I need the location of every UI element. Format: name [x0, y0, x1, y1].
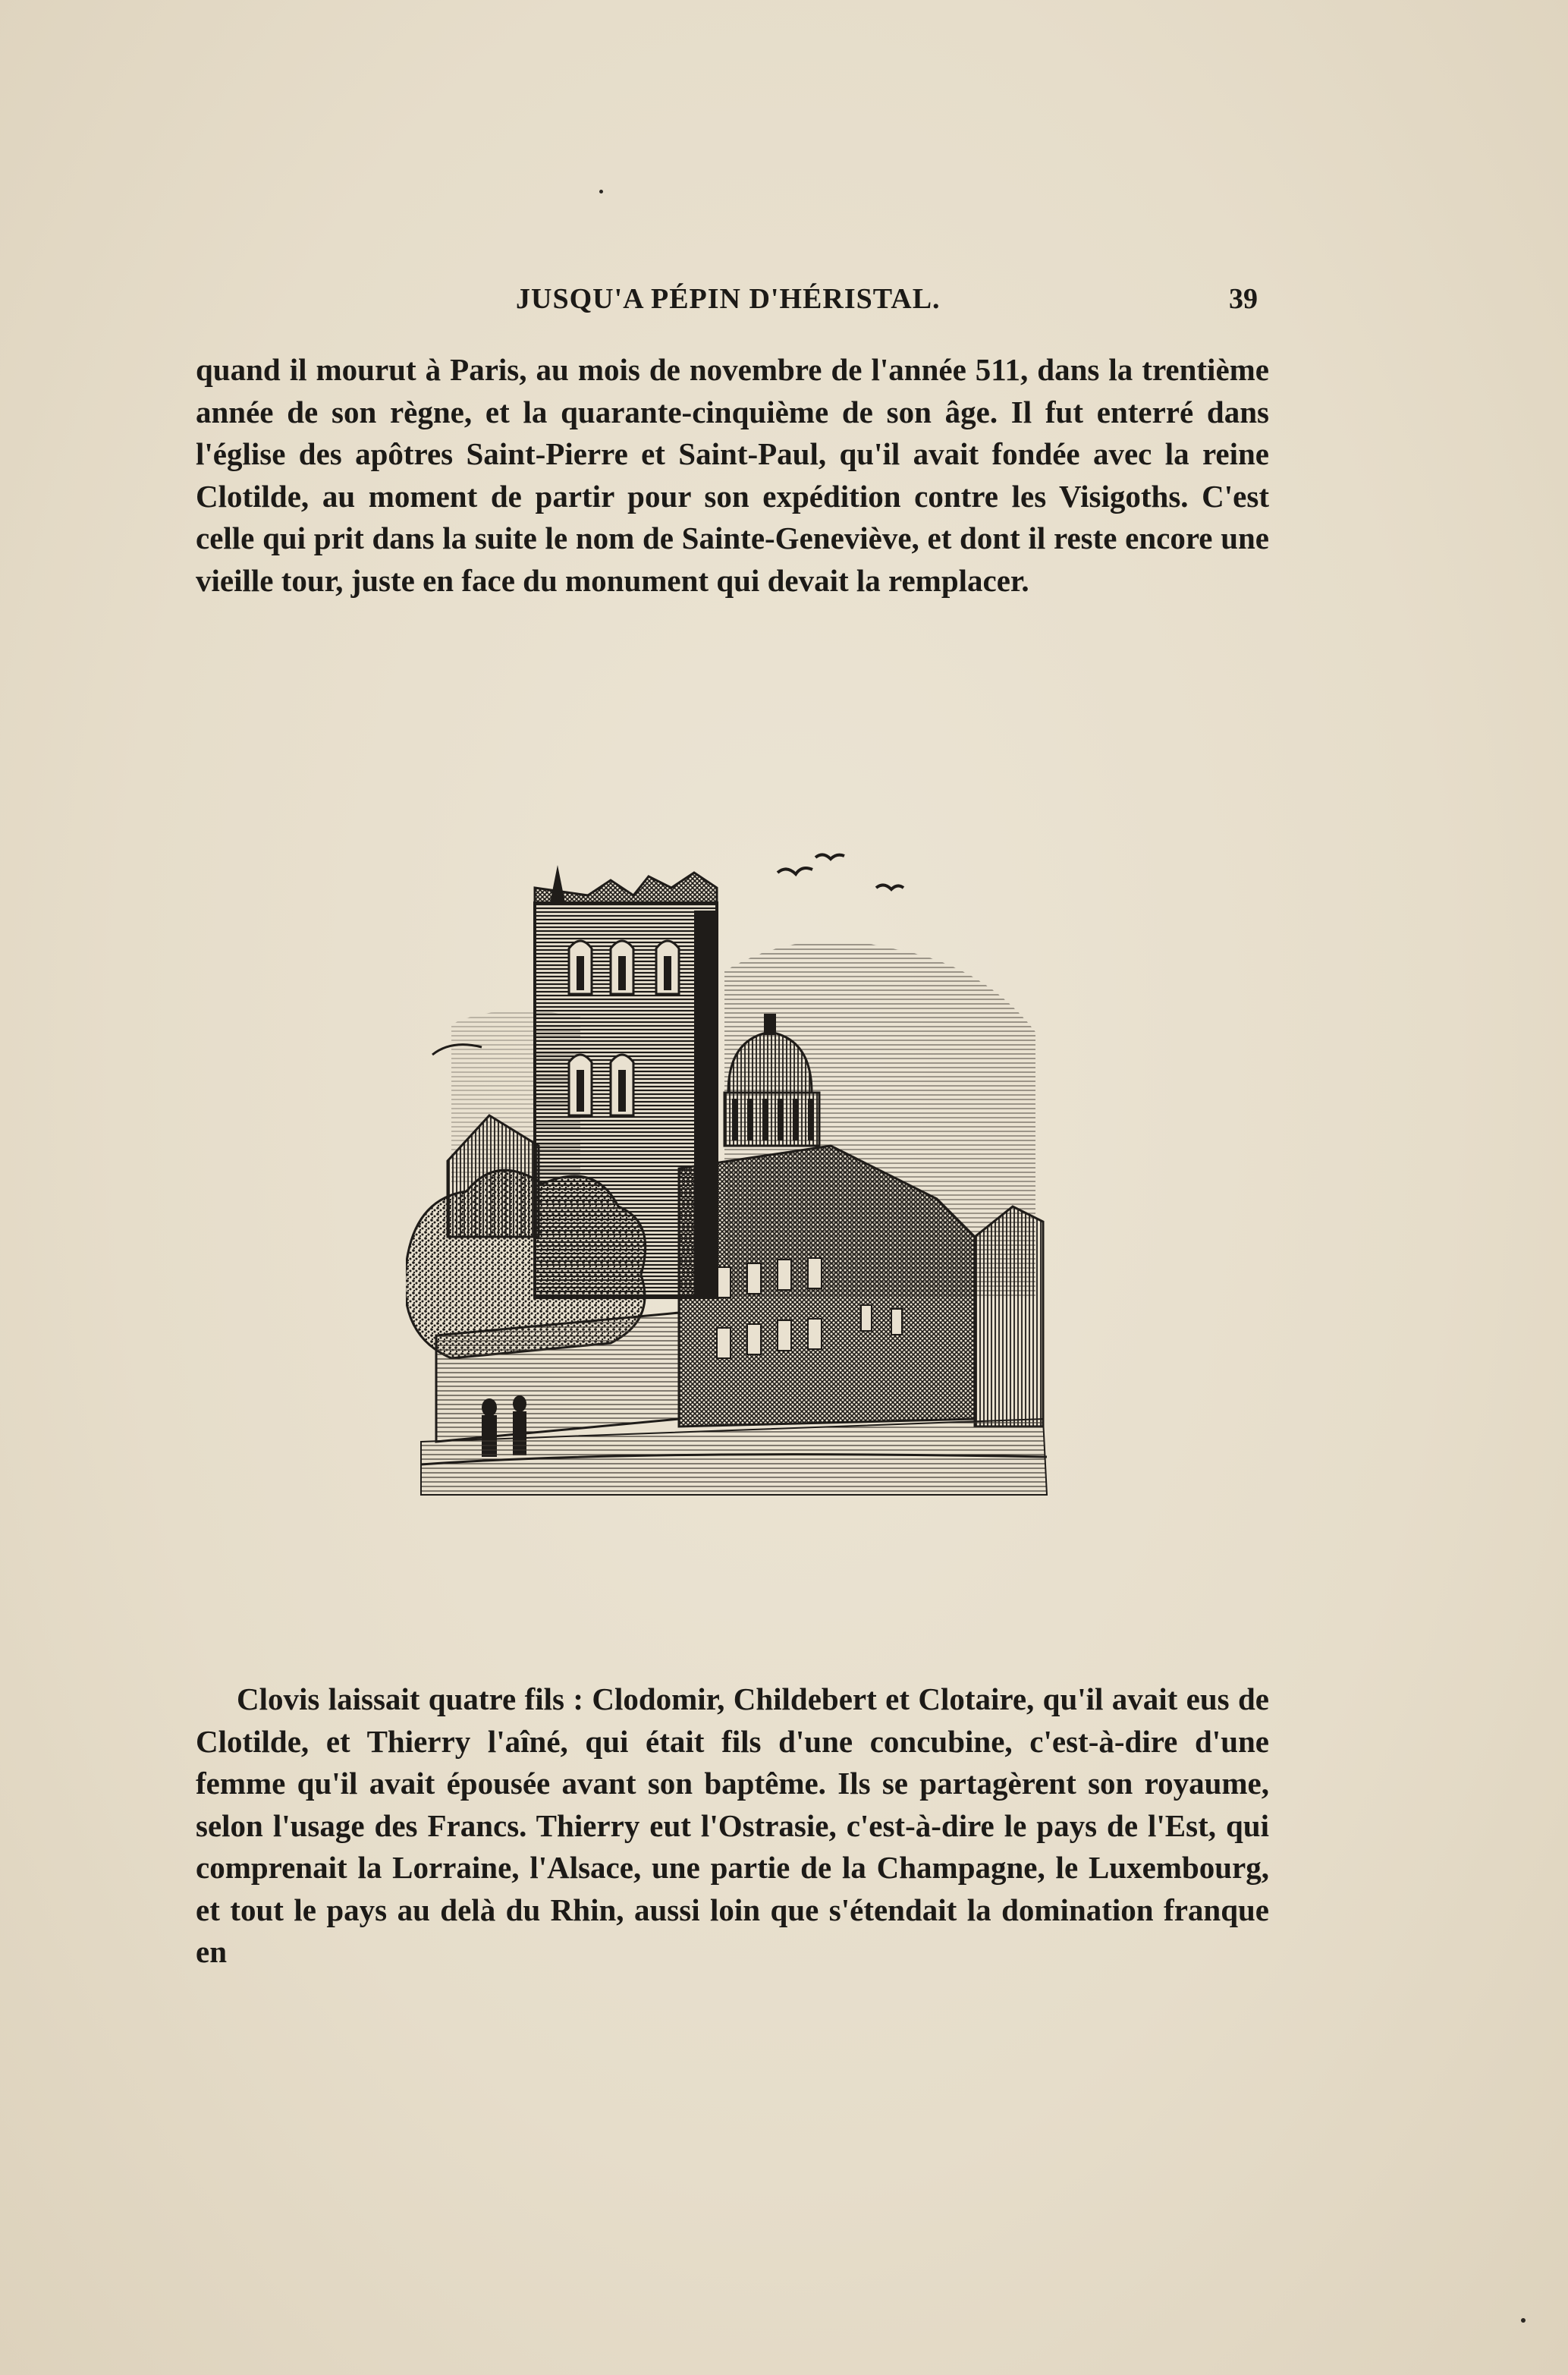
street-wall	[436, 1313, 679, 1442]
ink-speck	[1521, 2318, 1526, 2323]
birds	[778, 854, 903, 889]
engraving-tower-illustration	[406, 842, 1051, 1502]
ink-speck	[599, 190, 603, 193]
paragraph-top: quand il mourut à Paris, au mois de novembre de l'année 511, dans la trentième année de son règne, et la quarante-cinquième de son âge. Il fut enterré dans l'église des apôtres Saint-Pierre et Saint-Paul, qu'il avait fondée avec la reine Clotilde, au moment de partir pour son expédition contre les Visigoths. C'est celle qui prit dans la suite le nom de Sainte-Geneviève, et dont il reste encore une vieille tour, juste en face du monument qui devait la remplacer.	[196, 352, 1269, 598]
page-number: 39	[1229, 283, 1258, 315]
running-head-title: JUSQU'A PÉPIN D'HÉRISTAL.	[516, 283, 941, 315]
paragraph-bottom: Clovis laissait quatre fils : Clodomir, Childebert et Clotaire, qu'il avait eus de Clotilde, et Thierry l'aîné, qui était fils d'une concubine, c'est-à-dire d'une femme qu'il avait épousée avant son baptême. Ils se partagèrent son royaume, selon l'usage des Francs. Thierry eut l'Ostrasie, c'est-à-dire le pays de l'Est, qui comprenait la Lorraine, l'Alsace, une partie de la Champagne, le Luxembourg, et tout le pays au delà du Rhin, aussi loin que s'étendait la domination franque en	[196, 1681, 1269, 1969]
